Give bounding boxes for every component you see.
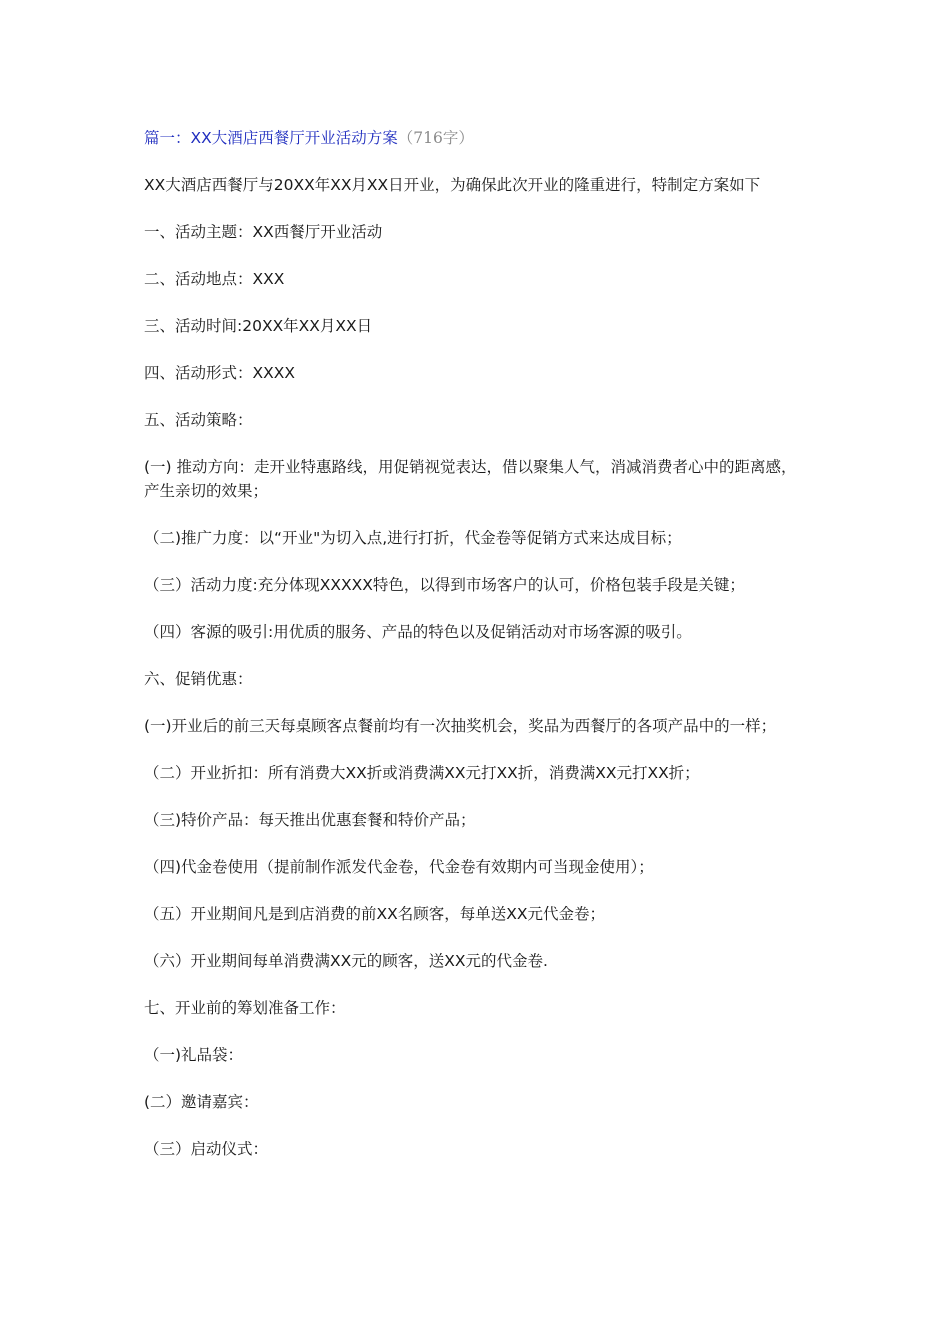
strategy-item: （二)推广力度：以“开业"为切入点,进行打折，代金卷等促销方式来达成目标； — [144, 529, 682, 547]
intro-paragraph: XX大酒店西餐厅与20XX年XX月XX日开业，为确保此次开业的隆重进行，特制定方案如下 — [144, 176, 761, 194]
promotion-item: （二）开业折扣：所有消费大XX折或消费满XX元打XX折，消费满XX元打XX折； — [144, 764, 700, 782]
promotion-item: (一)开业后的前三天每桌顾客点餐前均有一次抽奖机会，奖品为西餐厅的各项产品中的一样； — [144, 717, 777, 735]
promotion-item: （五）开业期间凡是到店消费的前XX名顾客，每单送XX元代金卷； — [144, 905, 605, 923]
section-location: 二、活动地点：XXX — [144, 270, 285, 288]
section-promotions-heading: 六、促销优惠： — [144, 670, 253, 688]
preparation-item: （一)礼品袋： — [144, 1046, 244, 1064]
document-title — [144, 126, 809, 150]
preparation-item: (二）邀请嘉宾： — [144, 1093, 259, 1111]
section-theme: 一、活动主题：XX西餐厅开业活动 — [144, 223, 383, 241]
title-link[interactable]: 篇一：XX大酒店西餐厅开业活动方案 — [144, 129, 398, 147]
promotion-item: （六）开业期间每单消费满XX元的顾客，送XX元的代金卷. — [144, 952, 548, 970]
strategy-item: (一) 推动方向：走开业特惠路线，用促销视觉表达，借以聚集人气，消减消费者心中的距离感，产生亲切的效果； — [144, 458, 797, 500]
promotion-item: （三)特价产品：每天推出优惠套餐和特价产品； — [144, 811, 476, 829]
section-preparation-heading: 七、开业前的筹划准备工作： — [144, 999, 346, 1017]
preparation-item: （三）启动仪式： — [144, 1140, 269, 1158]
section-format: 四、活动形式：XXXX — [144, 364, 295, 382]
strategy-item: （四）客源的吸引:用优质的服务、产品的特色以及促销活动对市场客源的吸引。 — [144, 623, 692, 641]
strategy-item: （三）活动力度:充分体现XXXXX特色，以得到市场客户的认可，价格包装手段是关键； — [144, 576, 745, 594]
document-page — [144, 126, 809, 1161]
promotion-item: （四)代金卷使用（提前制作派发代金卷，代金卷有效期内可当现金使用）； — [144, 858, 654, 876]
section-time: 三、活动时间:20XX年XX月XX日 — [144, 317, 373, 335]
section-strategy-heading: 五、活动策略： — [144, 411, 253, 429]
word-count: （716字） — [397, 129, 474, 147]
